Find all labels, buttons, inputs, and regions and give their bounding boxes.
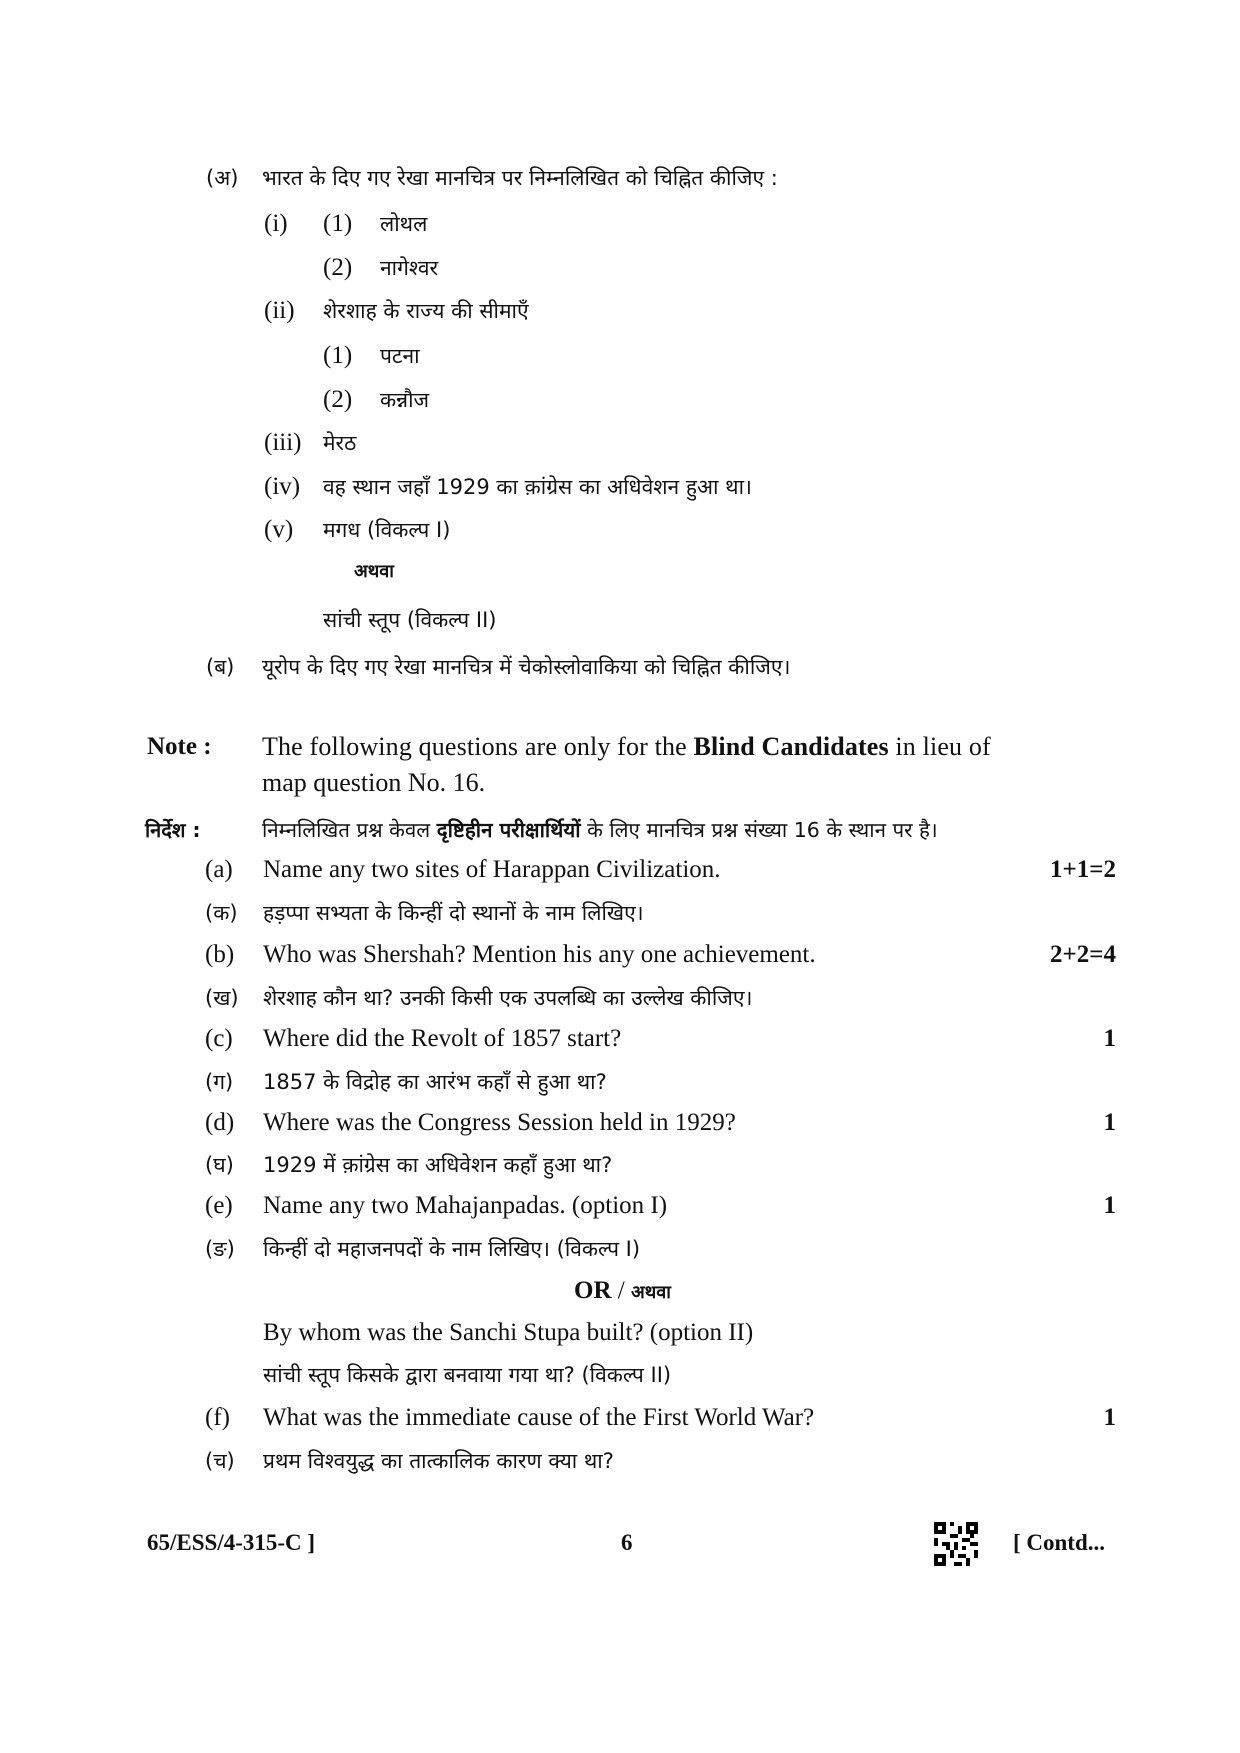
q-ga-text: 1857 के विद्रोह का आरंभ कहाँ से हुआ था? xyxy=(263,1070,607,1094)
qr-code-icon xyxy=(934,1522,978,1566)
q-e-alt-hi: सांची स्तूप किसके द्वारा बनवाया गया था? (विकल्प II) xyxy=(263,1363,672,1387)
part-b-label: (ब) xyxy=(206,655,235,679)
sub-ii2-text: कन्नौज xyxy=(380,388,430,412)
sub-ii-label: (ii) xyxy=(264,297,295,324)
part-a-label: (अ) xyxy=(206,166,239,190)
q-a-label: (a) xyxy=(205,856,233,883)
q-e-label: (e) xyxy=(205,1192,233,1219)
sub-v-alt: सांची स्तूप (विकल्प II) xyxy=(323,608,497,632)
sub-v-text: मगध (विकल्प I) xyxy=(323,518,451,542)
note-line1-post: in lieu of xyxy=(888,732,991,761)
or-english: OR xyxy=(574,1277,612,1304)
sub-iv-text: वह स्थान जहाँ 1929 का क़ांग्रेस का अधिवेशन हुआ था। xyxy=(323,475,752,499)
q-ka-text: हड़प्पा सभ्यता के किन्हीं दो स्थानों के नाम लिखिए। xyxy=(263,901,644,925)
or-hindi: अथवा xyxy=(630,1282,671,1303)
or-divider xyxy=(574,1276,671,1308)
sub-v-or: अथवा xyxy=(354,561,394,582)
q-kha-text: शेरशाह कौन था? उनकी किसी एक उपलब्धि का उल्लेख कीजिए। xyxy=(263,986,753,1010)
nirdesh-text xyxy=(262,815,938,845)
q-c-marks: 1 xyxy=(1103,1025,1116,1052)
footer-page-number: 6 xyxy=(621,1530,633,1555)
q-ka-label: (क) xyxy=(205,901,238,925)
q-a-text: Name any two sites of Harappan Civilization. xyxy=(263,856,721,883)
q-d-text: Where was the Congress Session held in 1929? xyxy=(263,1109,736,1136)
q-d-marks: 1 xyxy=(1103,1109,1116,1136)
sub-iii-text: मेरठ xyxy=(323,431,357,455)
note-line-2: map question No. 16. xyxy=(262,768,486,797)
sub-i1-text: लोथल xyxy=(380,212,428,236)
note-line1-pre: The following questions are only for the xyxy=(262,732,694,761)
sub-ii1-text: पटना xyxy=(380,344,420,368)
nirdesh-post: के लिए मानचित्र प्रश्न संख्या 16 के स्थान पर है। xyxy=(580,818,938,842)
sub-iv-label: (iv) xyxy=(264,473,301,500)
sub-i-label: (i) xyxy=(264,210,288,237)
q-f-marks: 1 xyxy=(1103,1404,1116,1431)
q-e-marks: 1 xyxy=(1103,1192,1116,1219)
q-ga-label: (ग) xyxy=(205,1070,234,1094)
sub-ii2-num: (2) xyxy=(323,386,353,413)
nirdesh-label: निर्देश : xyxy=(145,818,201,842)
part-b-text: यूरोप के दिए गए रेखा मानचित्र में चेकोस्लोवाकिया को चिह्नित कीजिए। xyxy=(262,655,791,679)
q-cha-text: प्रथम विश्वयुद्ध का तात्कालिक कारण क्या था? xyxy=(263,1449,614,1473)
q-nga-label: (ङ) xyxy=(205,1237,235,1261)
note-line1-bold: Blind Candidates xyxy=(693,732,889,761)
q-b-label: (b) xyxy=(205,941,235,968)
note-label: Note : xyxy=(147,733,212,760)
q-gha-text: 1929 में क़ांग्रेस का अधिवेशन कहाँ हुआ था? xyxy=(263,1153,613,1177)
or-separator: / xyxy=(611,1277,631,1304)
nirdesh-bold: दृष्टिहीन परीक्षार्थियों xyxy=(436,818,581,842)
note-line-1 xyxy=(262,732,991,762)
q-f-label: (f) xyxy=(205,1404,230,1431)
q-nga-text: किन्हीं दो महाजनपदों के नाम लिखिए। (विकल्प I) xyxy=(263,1237,641,1261)
q-b-marks: 2+2=4 xyxy=(1050,941,1116,968)
sub-iii-label: (iii) xyxy=(264,429,302,456)
sub-ii-text: शेरशाह के राज्य की सीमाएँ xyxy=(323,299,529,323)
sub-v-label: (v) xyxy=(264,516,294,543)
part-a-instruction: भारत के दिए गए रेखा मानचित्र पर निम्नलिखित को चिह्नित कीजिए : xyxy=(262,166,778,190)
q-f-text: What was the immediate cause of the First World War? xyxy=(263,1404,815,1431)
footer-code: 65/ESS/4-315-C ] xyxy=(147,1530,316,1555)
sub-i1-num: (1) xyxy=(323,210,353,237)
q-c-text: Where did the Revolt of 1857 start? xyxy=(263,1025,622,1052)
sub-ii1-num: (1) xyxy=(323,342,353,369)
q-kha-label: (ख) xyxy=(205,986,239,1010)
sub-i2-text: नागेश्वर xyxy=(380,256,439,280)
q-gha-label: (घ) xyxy=(205,1153,234,1177)
footer-continued: [ Contd... xyxy=(1013,1530,1106,1555)
q-c-label: (c) xyxy=(205,1025,233,1052)
q-b-text: Who was Shershah? Mention his any one achievement. xyxy=(263,941,816,968)
q-e-text: Name any two Mahajanpadas. (option I) xyxy=(263,1192,668,1219)
nirdesh-pre: निम्नलिखित प्रश्न केवल xyxy=(262,818,437,842)
sub-i2-num: (2) xyxy=(323,254,353,281)
q-d-label: (d) xyxy=(205,1109,235,1136)
q-a-marks: 1+1=2 xyxy=(1050,856,1116,883)
q-e-alt-en: By whom was the Sanchi Stupa built? (option II) xyxy=(263,1319,754,1346)
q-cha-label: (च) xyxy=(205,1449,235,1473)
